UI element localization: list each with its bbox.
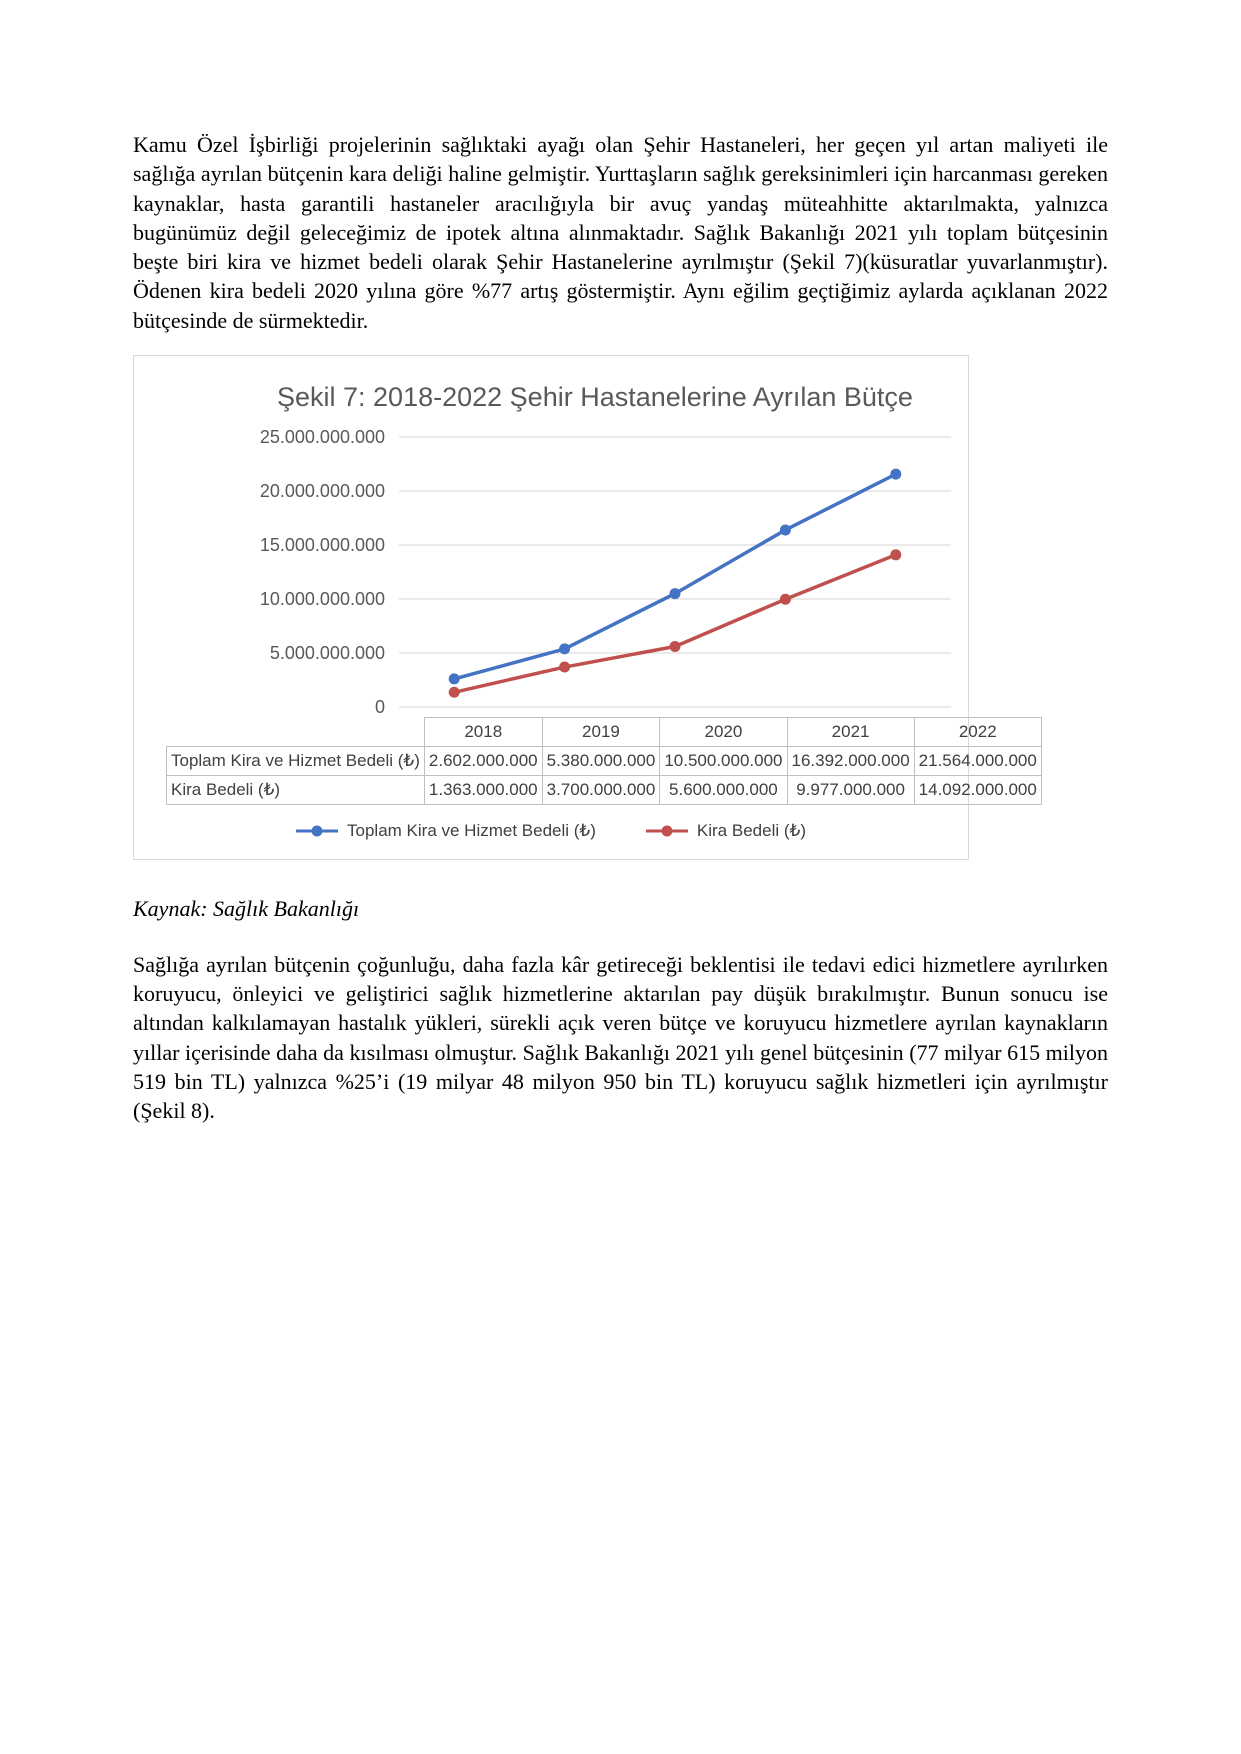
- y-axis-label: 10.000.000.000: [259, 588, 385, 609]
- series-value-cell: 5.600.000.000: [660, 775, 787, 804]
- series-value-cell: 10.500.000.000: [660, 746, 787, 775]
- x-axis-category-cell: 2020: [660, 717, 787, 746]
- y-axis-label: 20.000.000.000: [259, 480, 385, 501]
- chart-data-table: [166, 717, 1042, 805]
- series-value-cell: 21.564.000.000: [914, 746, 1041, 775]
- series-value-cell: 14.092.000.000: [914, 775, 1041, 804]
- data-point: [670, 588, 681, 599]
- paragraph-1: Kamu Özel İşbirliği projelerinin sağlıktaki ayağı olan Şehir Hastaneleri, her geçen yıl artan maliyeti ile sağlığa ayrılan bütçenin kara deliği haline gelmiştir. Yurttaşların sağlık gereksinimleri için harcanması gereken kaynaklar, hasta garantili hastaneler aracılığıyla bir avuç yandaş müteahhitte aktarılmakta, yalnızca bugünümüz değil geleceğimiz de ipotek altına alınmaktadır. Sağlık Bakanlığı 2021 yılı toplam bütçesinin beşte biri kira ve hizmet bedeli olarak Şehir Hastanelerine ayrılmıştır (Şekil 7)(küsuratlar yuvarlanmıştır). Ödenen kira bedeli 2020 yılına göre %77 artış göstermiştir. Aynı eğilim geçtiğimiz aylarda açıklanan 2022 bütçesinde de sürmektedir.: [133, 132, 1108, 333]
- x-axis-category-cell: 2022: [914, 717, 1041, 746]
- chart-figure: [133, 355, 1037, 860]
- data-point: [449, 673, 460, 684]
- chart-title: Şekil 7: 2018-2022 Şehir Hastanelerine Ayrılan Bütçe: [277, 381, 913, 412]
- legend-marker-icon: [296, 825, 338, 837]
- y-axis-label: 25.000.000.000: [259, 426, 385, 447]
- series-value-cell: 5.380.000.000: [542, 746, 660, 775]
- data-point: [449, 687, 460, 698]
- paragraph-2: Sağlığa ayrılan bütçenin çoğunluğu, daha fazla kâr getireceği beklentisi ile tedavi edici hizmetlere ayrılırken koruyucu, önleyici ve geliştirici sağlık hizmetlerine aktarılan pay düşük bırakılmıştır. Bunun sonucu ise altından kalkılamayan hastalık yükleri, sürekli açık veren bütçe ve koruyucu hizmetlere ayrılan kaynakların yıllar içerisinde daha da kısılması olmuştur. Sağlık Bakanlığı 2021 yılı genel bütçesinin (77 milyar 615 milyon 519 bin TL) yalnızca %25’i (19 milyar 48 milyon 950 bin TL) koruyucu sağlık hizmetleri için ayrılmıştır (Şekil 8).: [133, 951, 1108, 1123]
- series-label-cell: Kira Bedeli (₺): [167, 775, 425, 804]
- data-point: [780, 593, 791, 604]
- legend-item: [296, 821, 596, 841]
- series-value-cell: 9.977.000.000: [787, 775, 914, 804]
- legend-label: Kira Bedeli (₺): [696, 820, 806, 840]
- data-point: [670, 641, 681, 652]
- y-axis-label: 0: [374, 696, 385, 717]
- legend-label: Toplam Kira ve Hizmet Bedeli (₺): [347, 820, 596, 840]
- data-point: [890, 549, 901, 560]
- table-row: [167, 775, 1042, 804]
- series-line-1: [454, 555, 896, 692]
- series-label-cell: Toplam Kira ve Hizmet Bedeli (₺): [167, 746, 425, 775]
- data-point: [559, 643, 570, 654]
- x-axis-category-cell: 2021: [787, 717, 914, 746]
- series-value-cell: 2.602.000.000: [424, 746, 542, 775]
- legend-item: [646, 821, 806, 841]
- series-value-cell: 16.392.000.000: [787, 746, 914, 775]
- legend-marker-icon: [646, 825, 688, 837]
- series-value-cell: 1.363.000.000: [424, 775, 542, 804]
- x-axis-category-cell: 2019: [542, 717, 660, 746]
- data-point: [780, 524, 791, 535]
- x-axis-category-cell: 2018: [424, 717, 542, 746]
- data-point: [890, 468, 901, 479]
- chart-legend: [134, 821, 968, 841]
- source-caption: Kaynak: Sağlık Bakanlığı: [133, 895, 360, 921]
- y-axis-label: 5.000.000.000: [269, 642, 385, 663]
- table-row: [167, 746, 1042, 775]
- y-axis-label: 15.000.000.000: [259, 534, 385, 555]
- data-point: [559, 661, 570, 672]
- table-corner-cell: [167, 717, 425, 746]
- line-chart-plot: [134, 417, 969, 717]
- series-value-cell: 3.700.000.000: [542, 775, 660, 804]
